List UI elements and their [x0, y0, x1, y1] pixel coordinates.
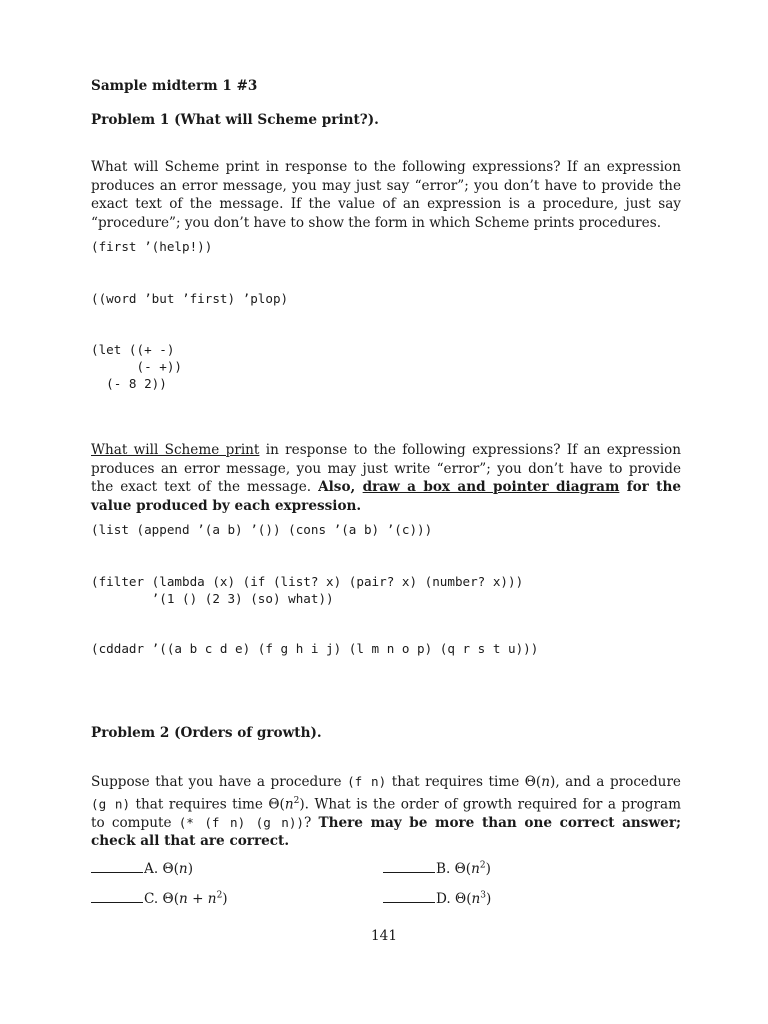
option-b-expr: n — [471, 861, 480, 877]
option-b — [383, 860, 491, 877]
expression-list-append-cons: (list (append ’(a b) ’()) (cons ’(a b) ’(c))) — [91, 522, 433, 537]
var-n: n — [541, 774, 551, 790]
intro-2-bold-underlined: draw a box and pointer diagram — [362, 479, 620, 495]
option-d-label: D. Θ( — [436, 891, 472, 907]
answer-blank-b[interactable] — [383, 860, 435, 873]
expression-word-but-first: ((word ’but ’first) ’plop) — [91, 291, 289, 306]
option-c-tail: ) — [222, 891, 228, 907]
option-b-label: B. Θ( — [436, 861, 472, 877]
intro-2-bold-b: for the value produced by each expression. — [91, 479, 681, 514]
option-c-label: C. Θ( — [144, 891, 180, 907]
expression-cddadr: (cddadr ’((a b c d e) (f g h i j) (l m n o p) (q r s t u))) — [91, 641, 539, 656]
answer-blank-d[interactable] — [383, 890, 435, 903]
intro-2-rest: in response to the following expressions? If an expression produces an error message, you may just write “error”; you don’t have to provide the exact text of the message. — [91, 442, 681, 495]
option-d-expr: n — [471, 891, 481, 907]
option-a-expr: n — [178, 861, 188, 877]
p2-text-3: ), and a procedure — [550, 774, 681, 790]
expression-filter-lambda: (filter (lambda (x) (if (list? x) (pair? x) (number? x))) ’(1 () (2 3) (so) what)) — [91, 574, 524, 606]
p2-text-5: ). What is the order of growth required for a program to compute — [91, 796, 681, 831]
expression-let-swap: (let ((+ -) (- +)) (- 8 2)) — [91, 342, 182, 391]
option-c-sup: 2 — [216, 890, 223, 901]
option-b-tail: ) — [485, 861, 491, 877]
code-f-n: (f n) — [347, 774, 387, 789]
problem-2-body — [91, 773, 681, 851]
code-g-n: (g n) — [91, 796, 131, 812]
option-d-sup: 3 — [480, 890, 487, 901]
page-number: 141 — [371, 928, 397, 944]
problem-1-intro: What will Scheme print in response to the following expressions? If an expression produces an error message, you may just say “error”; you don’t have to provide the exact text of the message. If the value of an expression is a procedure, just say “procedure”; you don’t have to show the form in which Scheme prints procedures. — [91, 159, 681, 231]
option-b-sup: 2 — [479, 860, 486, 871]
option-a-label: A. Θ( — [144, 861, 179, 877]
option-c-expr: n + n — [179, 891, 217, 907]
superscript-2: 2 — [293, 795, 300, 806]
expression-first-help: (first ’(help!)) — [91, 239, 213, 254]
option-a-tail: ) — [187, 861, 193, 877]
option-d-tail: ) — [486, 891, 492, 907]
option-a — [91, 860, 193, 877]
answer-blank-a[interactable] — [91, 860, 143, 873]
p2-text-1: Suppose that you have a procedure — [91, 774, 348, 790]
intro-2-bold-a: Also, — [318, 479, 363, 495]
intro-2-underlined-lead: What will Scheme print — [91, 442, 260, 458]
answer-blank-c[interactable] — [91, 890, 143, 903]
problem-1-intro-2 — [91, 441, 681, 515]
code-product-expression: (* (f n) (g n)) — [178, 814, 304, 830]
p2-text-4: that requires time Θ( — [130, 796, 285, 813]
p2-text-6: ? — [304, 814, 319, 831]
p2-text-2: that requires time Θ( — [386, 774, 542, 790]
option-d — [383, 890, 491, 907]
p2-bold-instruction: There may be more than one correct answer; check all that are correct. — [91, 814, 681, 850]
var-n-2: n — [284, 796, 294, 813]
document-title: Sample midterm 1 #3 — [91, 78, 258, 94]
option-c — [91, 890, 228, 907]
problem-1-heading: Problem 1 (What will Scheme print?). — [91, 112, 379, 128]
problem-2-heading: Problem 2 (Orders of growth). — [91, 725, 322, 741]
